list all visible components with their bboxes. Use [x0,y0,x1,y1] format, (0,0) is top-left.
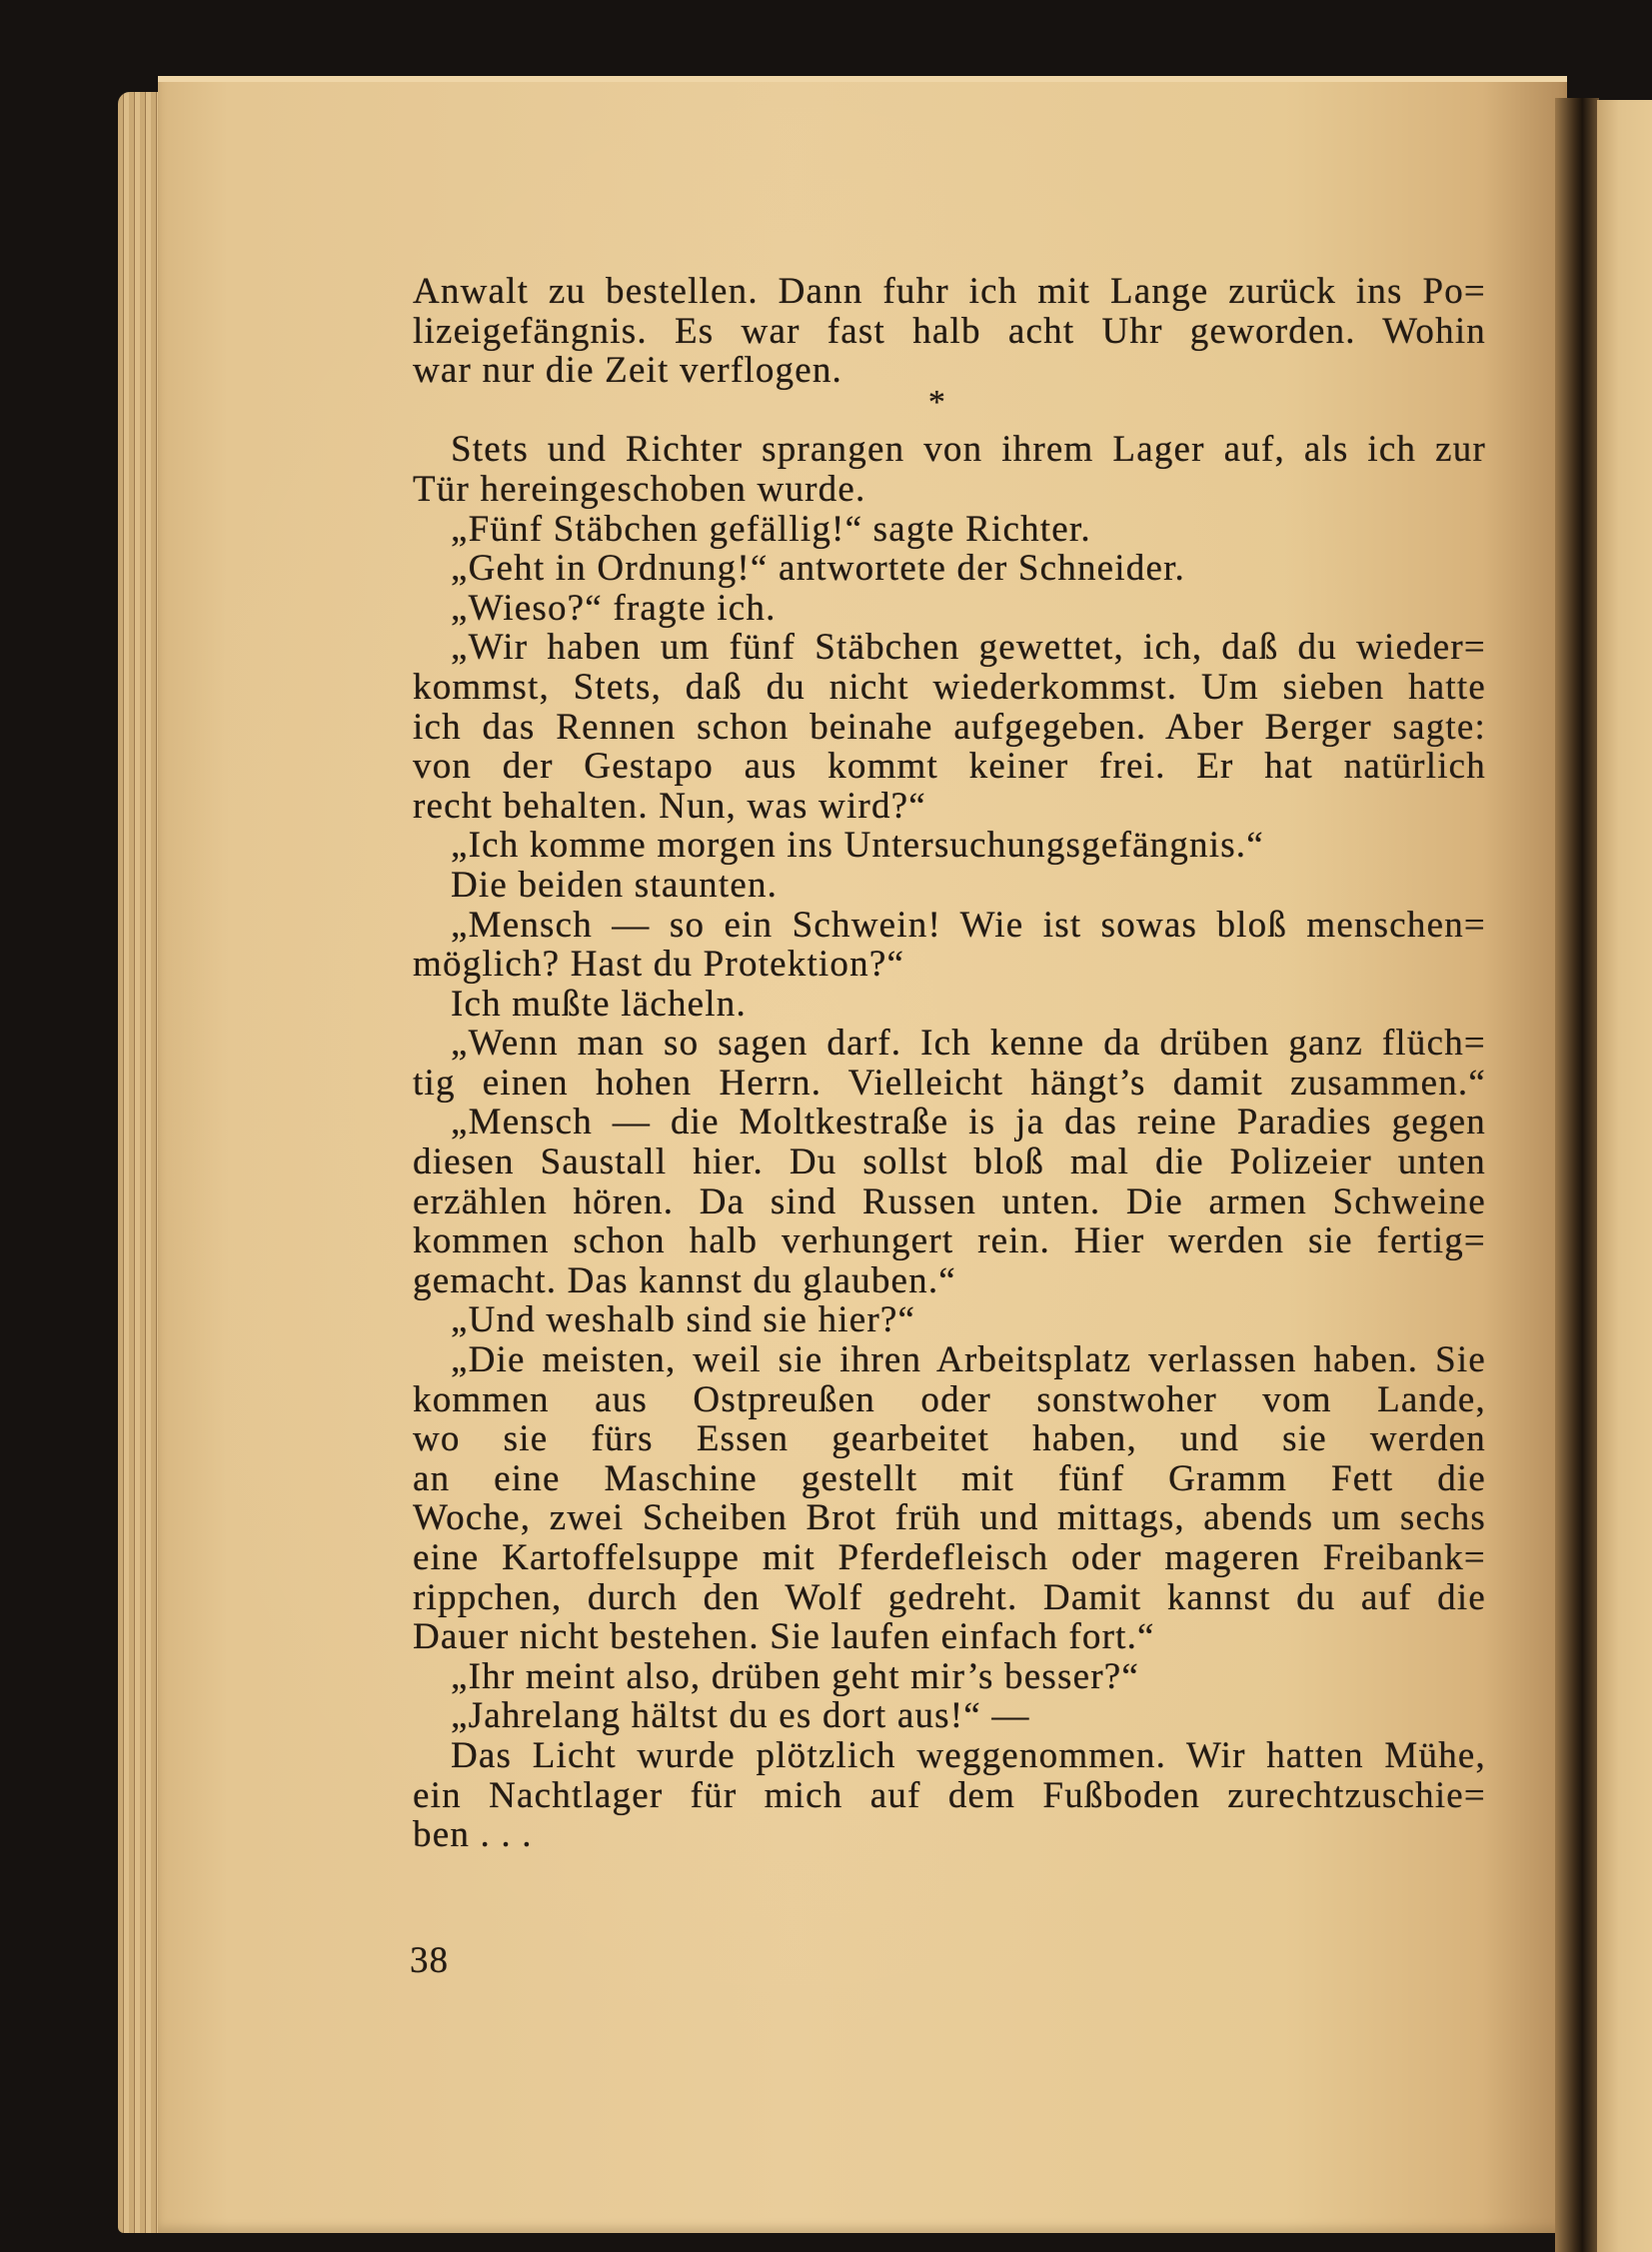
text-line: „Mensch — so ein Schwein! Wie ist sowas bloß menschen= [451,904,1486,946]
section-break: * [927,383,947,421]
text-line: „Ich komme morgen ins Untersuchungsgefängnis.“ [451,825,1264,867]
text-line: „Fünf Stäbchen gefällig!“ sagte Richter. [451,508,1091,550]
text-line: „Wieso?“ fragte ich. [451,587,777,629]
text-line: ein Nachtlager für mich auf dem Fußboden zurechtzuschie= [413,1774,1486,1816]
text-line: kommst, Stets, daß du nicht wiederkommst. Um sieben hatte [413,666,1486,708]
text-line: „Mensch — die Moltkestraße is ja das reine Paradies gegen [451,1102,1486,1143]
text-line: diesen Saustall hier. Du sollst bloß mal die Polizeier unten [413,1141,1486,1183]
text-block [413,272,1486,1855]
text-line: recht behalten. Nun, was wird?“ [413,785,926,827]
text-line: Dauer nicht bestehen. Sie laufen einfach fort.“ [413,1616,1155,1658]
text-line: Das Licht wurde plötzlich weggenommen. Wir hatten Mühe, [451,1734,1486,1776]
text-line: Tür hereingeschoben wurde. [413,468,866,510]
text-line: Ich mußte lächeln. [451,983,747,1025]
text-line: war nur die Zeit verflogen. [413,350,842,392]
text-line: Die beiden staunten. [451,864,779,906]
text-line: von der Gestapo aus kommt keiner frei. Er hat natürlich [413,746,1486,788]
text-line: rippchen, durch den Wolf gedreht. Damit kannst du auf die [413,1576,1486,1618]
text-line: kommen schon halb verhungert rein. Hier werden sie fertig= [413,1220,1486,1262]
text-line: „Die meisten, weil sie ihren Arbeitsplatz verlassen haben. Sie [451,1339,1486,1381]
text-line: lizeigefängnis. Es war fast halb acht Uhr geworden. Wohin [413,310,1486,352]
text-line: „Und weshalb sind sie hier?“ [451,1299,916,1341]
page-number: 38 [410,1940,449,1981]
text-line: tig einen hohen Herrn. Vielleicht hängt’s damit zusammen.“ [413,1062,1486,1104]
text-line: gemacht. Das kannst du glauben.“ [413,1259,956,1301]
text-line: kommen aus Ostpreußen oder sonstwoher vom Lande, [413,1378,1486,1420]
text-line: „Wir haben um fünf Stäbchen gewettet, ich, daß du wieder= [451,627,1486,669]
text-line: „Jahrelang hältst du es dort aus!“ — [451,1695,1030,1737]
text-line: wo sie fürs Essen gearbeitet haben, und sie werden [413,1418,1486,1460]
book-page [158,76,1567,2233]
text-line: an eine Maschine gestellt mit fünf Gramm Fett die [413,1457,1486,1499]
text-line: erzählen hören. Da sind Russen unten. Die armen Schweine [413,1180,1486,1222]
text-line: ben . . . [413,1814,533,1856]
text-line: Stets und Richter sprangen von ihrem Lager auf, als ich zur [451,429,1486,471]
facing-page-edge [1597,100,1652,2252]
text-line: „Geht in Ordnung!“ antwortete der Schneider. [451,548,1186,590]
text-line: Anwalt zu bestellen. Dann fuhr ich mit Lange zurück ins Po= [413,271,1486,312]
text-line: möglich? Hast du Protektion?“ [413,944,905,986]
text-line: „Wenn man so sagen darf. Ich kenne da drüben ganz flüch= [451,1023,1486,1065]
text-line: eine Kartoffelsuppe mit Pferdefleisch oder mageren Freibank= [413,1537,1486,1578]
text-line: Woche, zwei Scheiben Brot früh und mittags, abends um sechs [413,1497,1486,1539]
text-line: ich das Rennen schon beinahe aufgegeben. Aber Berger sagte: [413,706,1486,748]
text-line: „Ihr meint also, drüben geht mir’s besser?“ [451,1655,1139,1697]
book-gutter [1555,98,1599,2252]
